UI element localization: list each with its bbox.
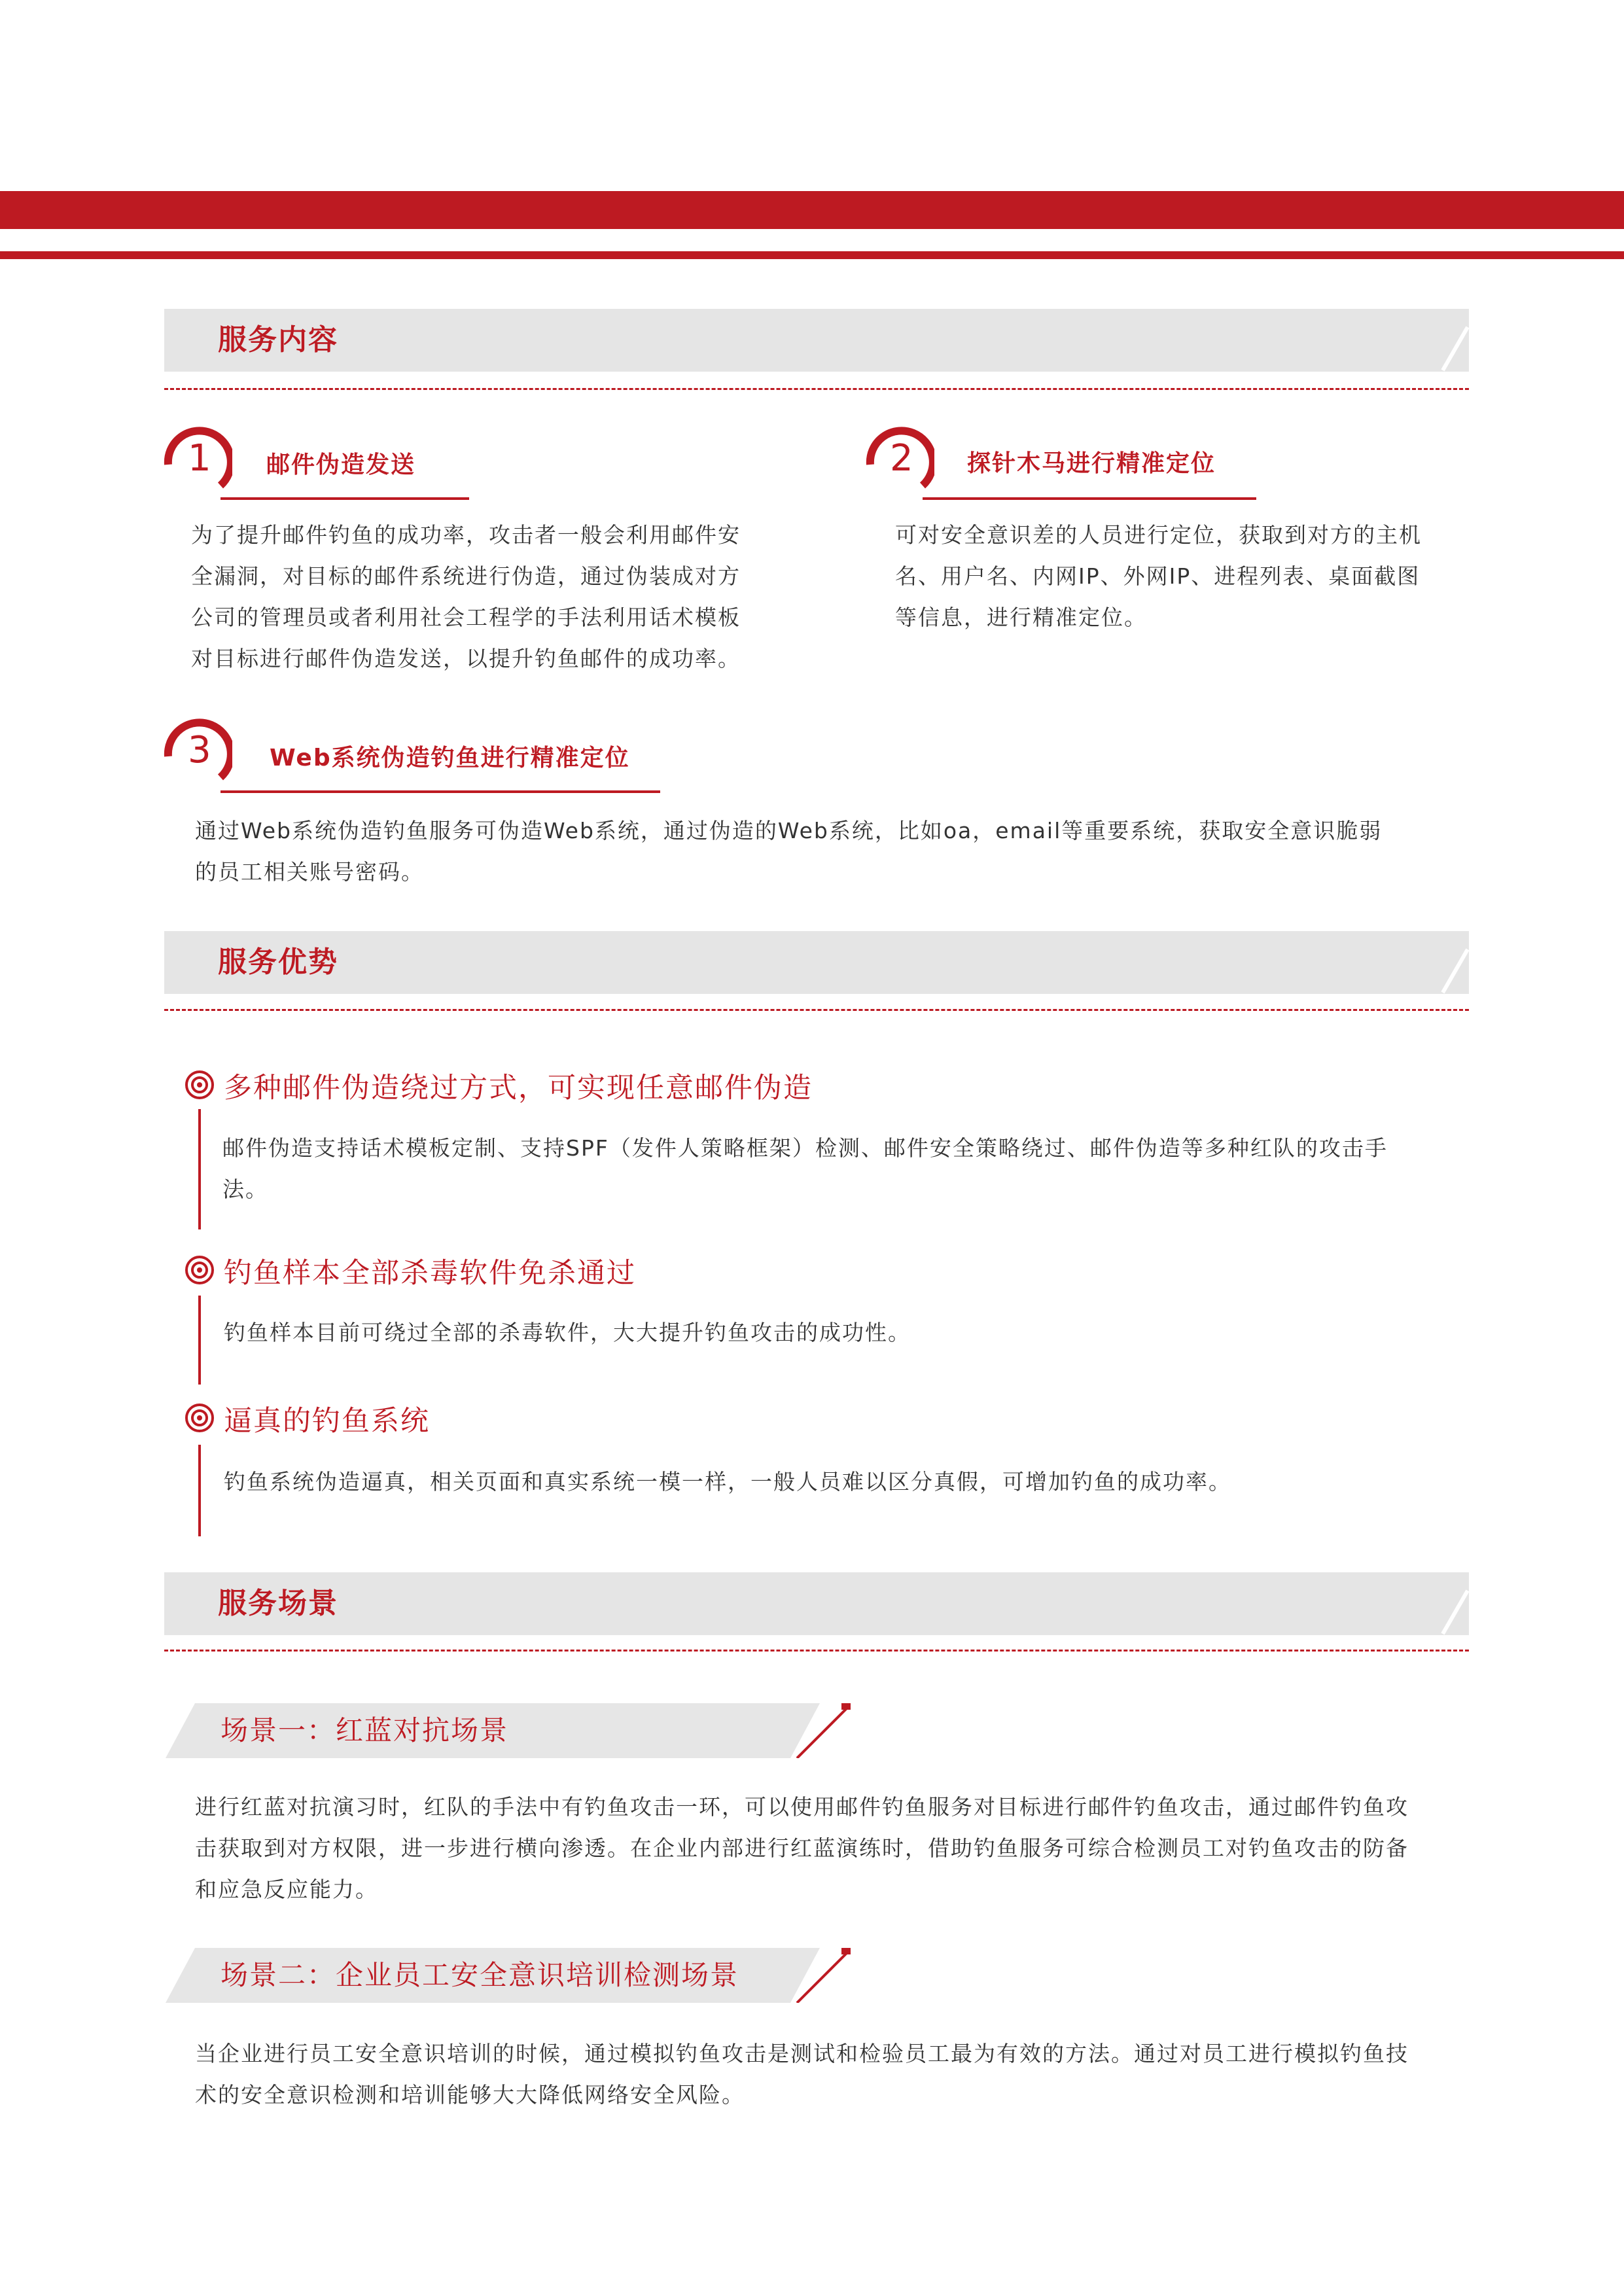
scenario-ribbon-security-training: 场景二：企业员工安全意识培训检测场景: [166, 1948, 853, 2003]
slash-decoration-icon: [1430, 931, 1469, 994]
advantage-vertical-line: [198, 1296, 201, 1385]
section-title-content: 服务内容: [218, 323, 338, 357]
section-divider: [164, 1650, 1469, 1651]
advantage-title-realistic-system: 逼真的钓鱼系统: [224, 1405, 430, 1438]
section-header-scenarios: [164, 1572, 1469, 1635]
item-body-web-phishing: 通过Web系统伪造钓鱼服务可伪造Web系统，通过伪造的Web系统，比如oa，email等重要系统，获取安全意识脆弱 的员工相关账号密码。: [195, 818, 1383, 885]
target-icon: [185, 1255, 215, 1285]
section-title-scenarios: 服务场景: [218, 1587, 338, 1620]
advantage-vertical-line: [198, 1445, 201, 1536]
item-underline: [923, 497, 1256, 500]
target-icon: [185, 1403, 215, 1433]
section-header-content: [164, 309, 1469, 372]
advantage-title-email-bypass: 多种邮件伪造绕过方式，可实现任意邮件伪造: [224, 1072, 813, 1104]
item-underline: [221, 497, 469, 500]
slash-decoration-icon: [1430, 1572, 1469, 1635]
advantage-title-av-evasion: 钓鱼样本全部杀毒软件免杀通过: [224, 1257, 636, 1290]
section-divider: [164, 1009, 1469, 1011]
target-icon: [185, 1070, 215, 1100]
section-divider: [164, 388, 1469, 390]
number-badge-1: 1: [160, 425, 232, 497]
item-title-probe-trojan: 探针木马进行精准定位: [967, 450, 1216, 477]
slash-decoration-icon: [1430, 309, 1469, 372]
scenario-body-red-blue: 进行红蓝对抗演习时，红队的手法中有钓鱼攻击一环，可以使用邮件钓鱼服务对目标进行邮件钓鱼攻击，通过邮件钓鱼攻 击获取到对方权限，进一步进行横向渗透。在企业内部进行红蓝演练时，借助钓鱼服务可综合检测员工对钓鱼攻击的防备 和应急反应能力。: [195, 1794, 1409, 1902]
scenario-body-security-training: 当企业进行员工安全意识培训的时候，通过模拟钓鱼攻击是测试和检验员工最为有效的方法。通过对员工进行模拟钓鱼技 术的安全意识检测和培训能够大大降低网络安全风险。: [195, 2041, 1409, 2108]
advantage-vertical-line: [198, 1109, 201, 1229]
header-stripe-thin: [0, 251, 1624, 259]
item-title-web-phishing: Web系统伪造钓鱼进行精准定位: [270, 745, 630, 771]
section-header-advantages: [164, 931, 1469, 994]
item-underline: [221, 790, 660, 793]
number-badge-2: 2: [862, 425, 934, 497]
scenario-ribbon-red-blue: 场景一：红蓝对抗场景: [166, 1703, 853, 1758]
item-body-email-forgery: 为了提升邮件钓鱼的成功率，攻击者一般会利用邮件安 全漏洞，对目标的邮件系统进行伪造，通过伪装成对方 公司的管理员或者利用社会工程学的手法利用话术模板 对目标进行邮件伪造发送，以提升钓鱼邮件的成功率。: [191, 522, 741, 671]
advantage-body-email-bypass: 邮件伪造支持话术模板定制、支持SPF（发件人策略框架）检测、邮件安全策略绕过、邮件伪造等多种红队的攻击手 法。: [222, 1135, 1388, 1202]
header-stripe-thick: [0, 191, 1624, 229]
item-title-email-forgery: 邮件伪造发送: [266, 451, 416, 478]
advantage-body-av-evasion: 钓鱼样本目前可绕过全部的杀毒软件，大大提升钓鱼攻击的成功性。: [224, 1320, 911, 1345]
number-badge-3: 3: [160, 717, 232, 789]
item-body-probe-trojan: 可对安全意识差的人员进行定位，获取到对方的主机 名、用户名、内网IP、外网IP、进程列表、桌面截图 等信息，进行精准定位。: [895, 522, 1422, 630]
advantage-body-realistic-system: 钓鱼系统伪造逼真，相关页面和真实系统一模一样，一般人员难以区分真假，可增加钓鱼的成功率。: [224, 1469, 1231, 1494]
section-title-advantages: 服务优势: [218, 945, 338, 979]
